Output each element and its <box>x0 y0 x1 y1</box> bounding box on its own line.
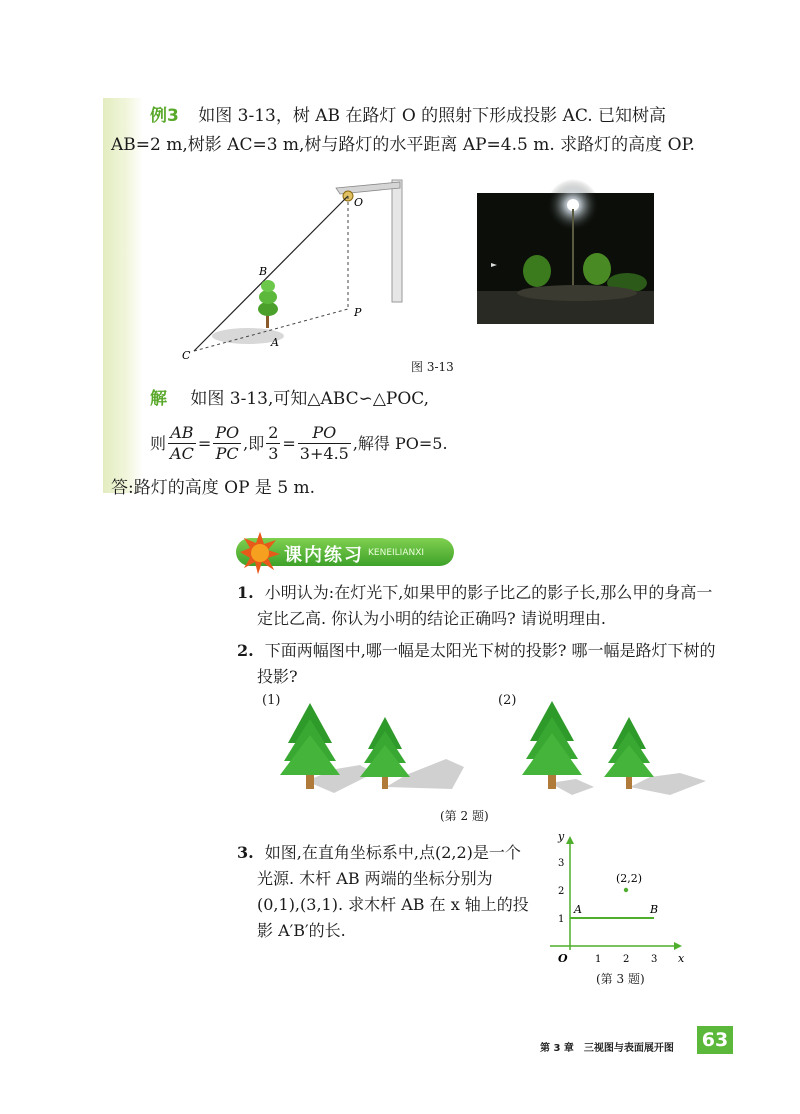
q2-text-1: 下面两幅图中,哪一幅是太阳光下树的投影? 哪一幅是路灯下树的 <box>264 641 716 660</box>
q2-number: 2. <box>237 641 254 660</box>
y-axis-arrow <box>566 836 574 844</box>
equals-1: = <box>197 433 212 453</box>
point-b-label: B <box>650 903 659 916</box>
y-tick-2: 2 <box>558 886 565 897</box>
shadow-2a <box>550 779 594 795</box>
solution-equation <box>150 423 448 464</box>
frac4-den: 3+4.5 <box>299 444 349 463</box>
q3-caption: (第 3 题) <box>596 972 645 986</box>
chapter-footer: 第 3 章 三视图与表面展开图 <box>540 1043 674 1054</box>
frac3-den: 3 <box>268 444 279 463</box>
q3-text-1: 如图,在直角坐标系中,点(2,2)是一个 <box>264 843 521 862</box>
light-source-label: (2,2) <box>616 872 643 885</box>
solution-mid: ,即 <box>243 433 265 453</box>
label-p: P <box>354 306 362 319</box>
q3-text-4: 影 A′B′的长. <box>257 921 346 940</box>
tree-2b <box>604 717 654 789</box>
tree-crown-top <box>261 280 275 292</box>
y-tick-1: 1 <box>558 914 565 925</box>
example-label: 例3 <box>150 106 179 126</box>
equals-2: = <box>282 433 296 453</box>
practice-subtitle: KENEILIANXI <box>368 548 425 558</box>
fraction-ab-ac <box>168 423 196 464</box>
origin-label: O <box>558 952 568 965</box>
example-line-1 <box>150 108 666 125</box>
q1-number: 1. <box>237 583 254 602</box>
x-tick-1: 1 <box>595 954 602 965</box>
q1-text-2: 定比乙高. 你认为小明的结论正确吗? 请说明理由. <box>257 609 606 628</box>
fraction-po-sum <box>298 423 351 464</box>
example-text-1: 如图 3-13，树 AB 在路灯 O 的照射下形成投影 AC. 已知树高 <box>198 106 667 126</box>
label-o: O <box>354 196 364 209</box>
q2-caption: (第 2 题) <box>440 809 489 823</box>
q1-line-1 <box>237 580 712 606</box>
q3-number: 3. <box>237 843 254 862</box>
tree-crown-low <box>258 302 278 316</box>
q1-text-1: 小明认为:在灯光下,如果甲的影子比乙的影子长,那么甲的身高一 <box>264 583 713 602</box>
frac1-den: AC <box>170 444 194 463</box>
solution-answer: 答:路灯的高度 OP 是 5 m. <box>111 478 316 498</box>
solution-tail: ,解得 PO=5. <box>352 433 448 453</box>
fraction-2-3 <box>266 423 280 464</box>
y-tick-3: 3 <box>558 858 565 869</box>
frac2-den: PC <box>215 444 239 463</box>
light-ray <box>194 196 348 351</box>
solution-label: 解 <box>150 389 167 409</box>
solution-prefix: 则 <box>150 433 167 453</box>
q2-line-1 <box>237 638 716 664</box>
q2-label-1: (1) <box>262 693 281 708</box>
frac3-num: 2 <box>268 423 279 442</box>
figure-caption: 图 3-13 <box>411 360 454 374</box>
frac2-num: PO <box>215 423 240 442</box>
q2-figure-1 <box>276 695 476 805</box>
x-axis-label: x <box>678 952 685 965</box>
frac4-num: PO <box>298 423 351 444</box>
light-source-point <box>624 888 628 892</box>
q3-text-2: 光源. 木杆 AB 两端的坐标分别为 <box>257 869 493 888</box>
example-text-2: AB=2 m,树影 AC=3 m,树与路灯的水平距离 AP=4.5 m. 求路灯的高度 OP. <box>111 135 695 155</box>
x-tick-3: 3 <box>651 954 658 965</box>
q3-coordinate-chart <box>540 830 700 968</box>
chart-layer <box>550 830 685 965</box>
q2-label-2: (2) <box>498 693 517 708</box>
label-c: C <box>182 349 191 362</box>
label-a: A <box>271 336 279 349</box>
q2-figure-2 <box>520 695 720 805</box>
tree-2a <box>522 701 582 789</box>
practice-title: 课内练习 <box>284 545 364 566</box>
point-a-label: A <box>574 903 582 916</box>
q3-text-3: (0,1),(3,1). 求木杆 AB 在 x 轴上的投 <box>257 895 529 914</box>
x-tick-2: 2 <box>623 954 630 965</box>
frac1-num: AB <box>168 423 196 444</box>
label-b: B <box>259 265 268 278</box>
fraction-po-pc <box>213 423 241 464</box>
sun-icon-front <box>238 530 282 574</box>
solution-line-1 <box>150 391 429 408</box>
solution-text-1: 如图 3-13,可知△ABC∽△POC, <box>190 389 430 409</box>
q3-line-1 <box>237 840 521 866</box>
street-lamp-photo <box>477 193 654 324</box>
q2-text-2: 投影? <box>257 667 298 686</box>
example-band <box>103 98 143 493</box>
street-lamp-photo-art <box>477 193 654 324</box>
lamp-pole <box>392 180 402 302</box>
tree-crown-mid <box>259 290 277 304</box>
y-axis-label: y <box>558 830 565 843</box>
figure-3-13-diagram <box>170 176 420 366</box>
x-axis-arrow <box>674 942 682 950</box>
page-number: 63 <box>697 1026 733 1054</box>
